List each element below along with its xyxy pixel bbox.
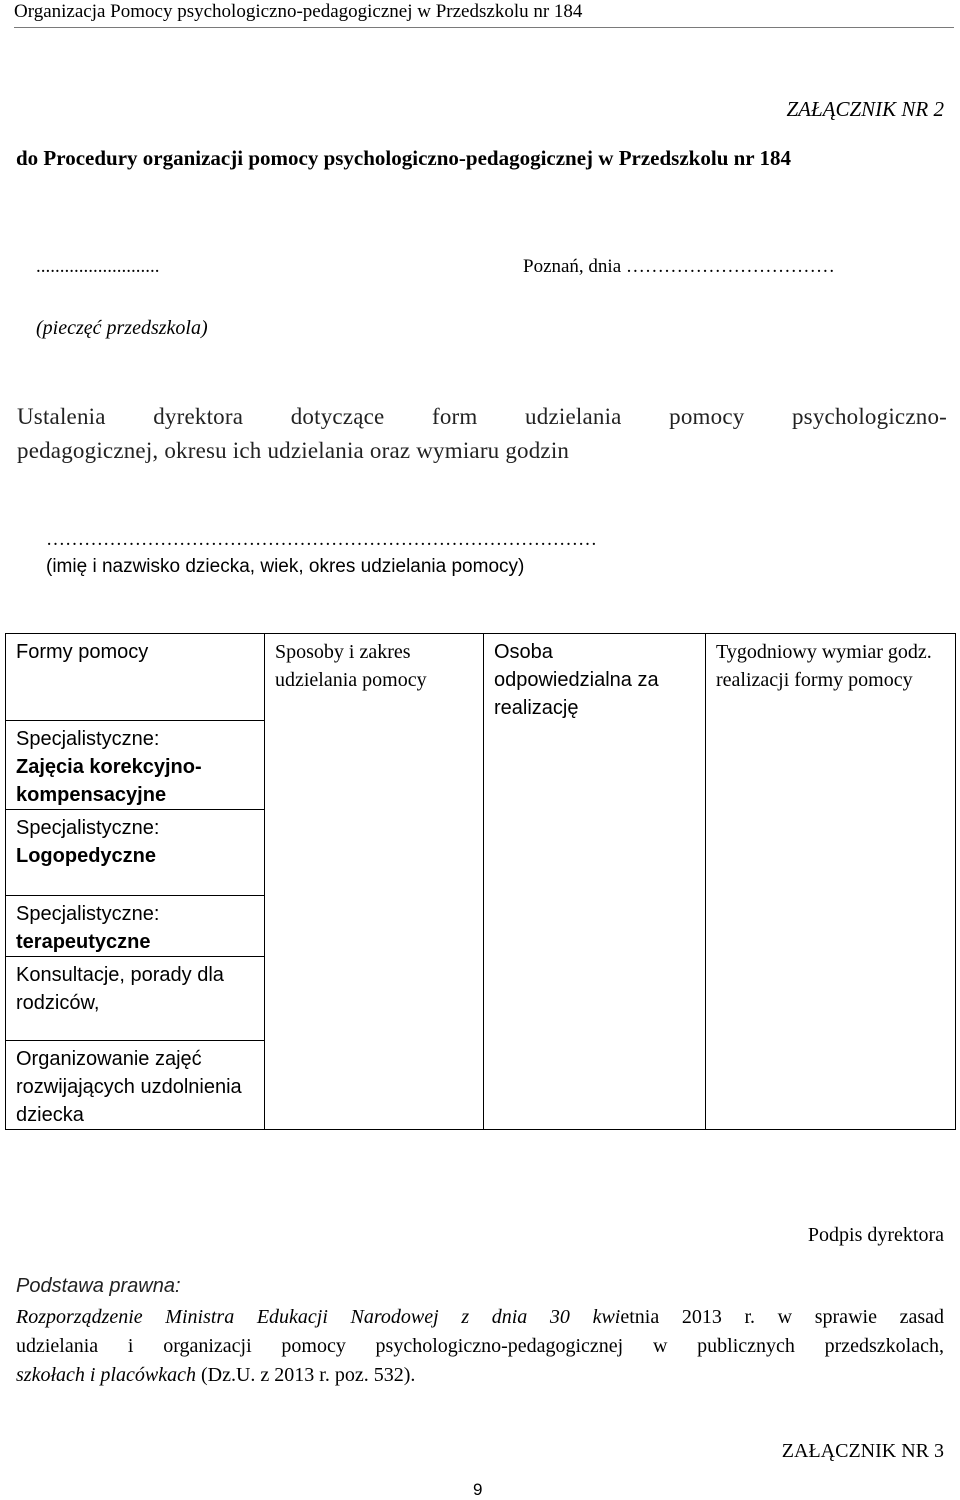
journal-reference: (Dz.U. z 2013 r. poz. 532). xyxy=(195,1364,416,1386)
form-label: Specjalistyczne: xyxy=(16,903,160,925)
form-cell: Konsultacje, porady dla rodziców, xyxy=(6,957,265,1041)
regulation-date: etnia 2013 r. w sprawie zasad xyxy=(620,1306,944,1328)
header-rule xyxy=(14,27,954,28)
form-cell xyxy=(6,721,265,810)
procedure-title: do Procedury organizacji pomocy psychologiczno-pedagogicznej w Przedszkolu nr 184 xyxy=(16,146,791,170)
form-label: Specjalistyczne: xyxy=(16,817,160,839)
stamp-caption: (pieczęć przedszkola) xyxy=(36,317,208,339)
header-forms: Formy pomocy xyxy=(6,634,265,721)
document-title-line-2: pedagogicznej, okresu ich udzielania oraz wymiaru godzin xyxy=(17,438,570,463)
form-cell xyxy=(6,896,265,957)
regulation-title-end: szkołach i placówkach xyxy=(16,1364,196,1386)
stamp-dots: .......................... xyxy=(36,256,160,277)
legal-basis-line-2: udzielania i organizacji pomocy psychologiczno-pedagogicznej w publicznych przedszkolach, xyxy=(16,1335,944,1357)
legal-basis-line-3 xyxy=(16,1361,944,1390)
form-value: terapeutyczne xyxy=(16,931,151,953)
director-signature-label: Podpis dyrektora xyxy=(807,1224,944,1246)
regulation-title: Rozporządzenie Ministra Edukacji Narodowej z dnia 30 kwi xyxy=(16,1306,621,1328)
legal-basis-heading: Podstawa prawna: xyxy=(16,1275,181,1297)
header-methods: Sposoby i zakres udzielania pomocy xyxy=(265,634,484,1130)
legal-basis-line-1 xyxy=(16,1303,944,1332)
next-annex-label: ZAŁĄCZNIK NR 3 xyxy=(781,1440,944,1462)
child-name-caption: (imię i nazwisko dziecka, wiek, okres udzielania pomocy) xyxy=(46,556,525,577)
running-header: Organizacja Pomocy psychologiczno-pedagogicznej w Przedszkolu nr 184 xyxy=(14,1,583,22)
header-responsible: Osoba odpowiedzialna za realizację xyxy=(484,634,706,1130)
form-value: Logopedyczne xyxy=(16,845,157,867)
date-line: Poznań, dnia …………………………… xyxy=(523,256,835,277)
form-value: Zajęcia korekcyjno-kompensacyjne xyxy=(16,756,202,806)
legal-basis-text xyxy=(16,1303,944,1390)
help-forms-table xyxy=(5,633,956,1130)
child-name-dots: …………………………………………………………………………… xyxy=(46,529,597,550)
form-label: Specjalistyczne: xyxy=(16,728,160,750)
form-cell: Organizowanie zajęć rozwijających uzdolnienia dziecka xyxy=(6,1041,265,1130)
document-title-line-1: Ustalenia dyrektora dotyczące form udzielania pomocy psychologiczno- xyxy=(17,404,947,429)
page-number: 9 xyxy=(473,1480,483,1499)
annex-label: ZAŁĄCZNIK NR 2 xyxy=(786,97,944,121)
table-header-row xyxy=(6,634,956,721)
header-weekly-hours: Tygodniowy wymiar godz. realizacji formy pomocy xyxy=(706,634,956,1130)
document-title xyxy=(17,400,947,468)
form-cell xyxy=(6,810,265,896)
